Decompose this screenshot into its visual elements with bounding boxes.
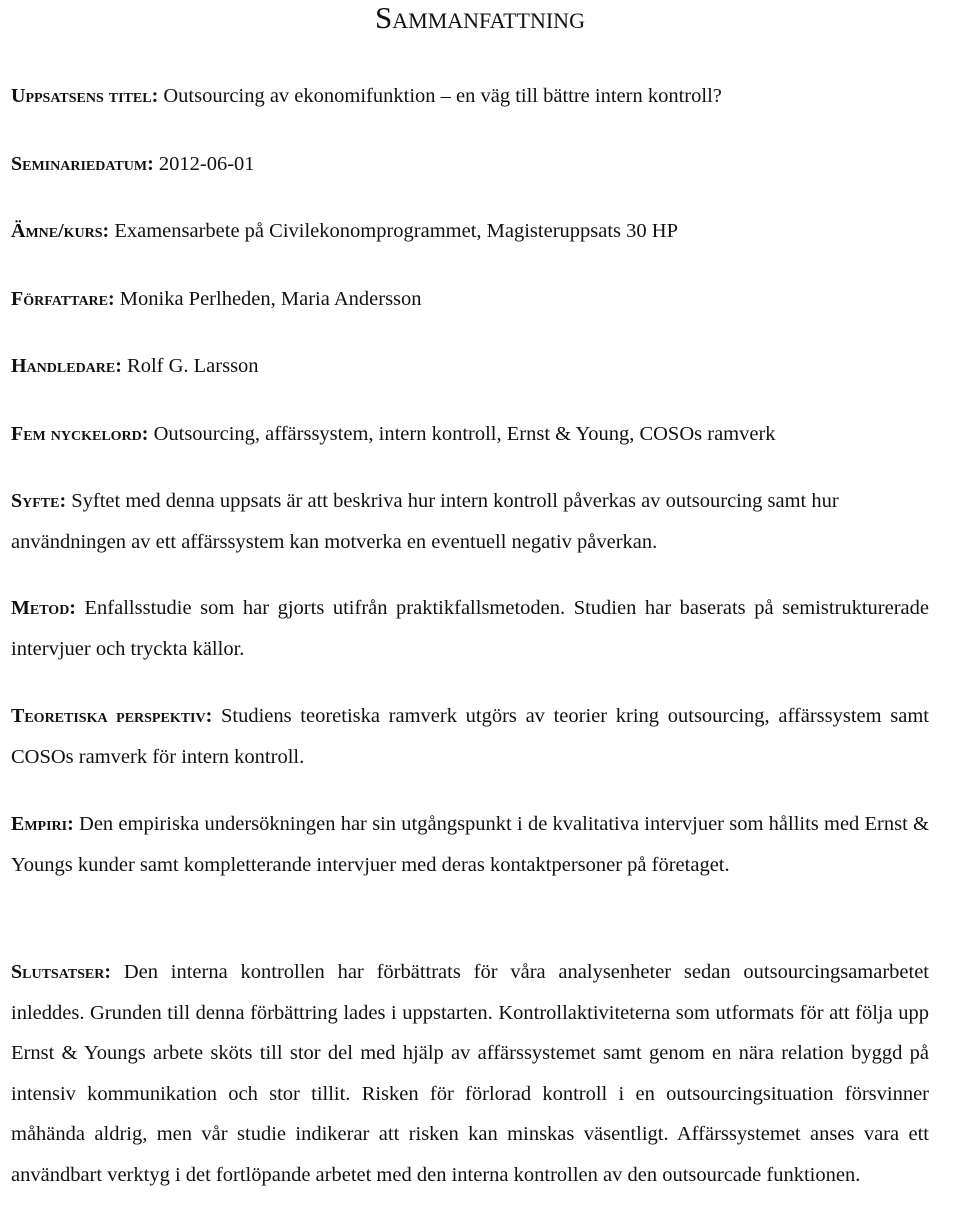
field-label: Uppsatsens titel: xyxy=(11,85,159,107)
field-empiri xyxy=(11,804,929,885)
field-value: Rolf G. Larsson xyxy=(127,355,259,377)
page-title: Sammanfattning xyxy=(375,0,585,35)
field-uppsatsens-titel xyxy=(11,76,929,117)
field-label: Författare: xyxy=(11,288,115,310)
field-value: Enfallsstudie som har gjorts utifrån praktikfallsmetoden. Studien har baserats på semistrukturerade intervjuer och tryckta källor. xyxy=(11,597,929,660)
field-handledare xyxy=(11,346,929,387)
field-fem-nyckelord xyxy=(11,414,929,455)
field-label: Slutsatser: xyxy=(11,961,111,983)
field-label: Empiri: xyxy=(11,813,74,835)
field-label: Syfte: xyxy=(11,490,67,512)
field-value: Outsourcing, affärssystem, intern kontroll, Ernst & Young, COSOs ramverk xyxy=(153,423,776,445)
field-value: 2012-06-01 xyxy=(158,153,255,175)
field-slutsatser xyxy=(11,952,929,1195)
field-value: Outsourcing av ekonomifunktion – en väg till bättre intern kontroll? xyxy=(163,85,722,107)
field-forfattare xyxy=(11,279,929,320)
field-label: Seminariedatum: xyxy=(11,153,154,175)
field-label: Teoretiska perspektiv: xyxy=(11,705,213,727)
field-label: Metod: xyxy=(11,597,76,619)
field-value: Den empiriska undersökningen har sin utgångspunkt i de kvalitativa intervjuer som hållits med Ernst & Youngs kunder samt kompletterande intervjuer med deras kontaktpersoner på företaget. xyxy=(11,813,930,876)
field-value: Syftet med denna uppsats är att beskriva hur intern kontroll påverkas av outsourcing samt hur användningen av ett affärssystem kan motverka en eventuell negativ påverkan. xyxy=(11,490,839,553)
field-label: Ämne/kurs: xyxy=(11,220,110,242)
field-label: Handledare: xyxy=(11,355,122,377)
field-teoretiska-perspektiv xyxy=(11,696,929,777)
field-value: Studiens teoretiska ramverk utgörs av teorier kring outsourcing, affärssystem samt COSOs ramverk för intern kontroll. xyxy=(11,705,929,768)
field-seminariedatum xyxy=(11,144,929,185)
field-value: Examensarbete på Civilekonomprogrammet, Magisteruppsats 30 HP xyxy=(114,220,678,242)
field-value: Den interna kontrollen har förbättrats för våra analysenheter sedan outsourcingsamarbetet inleddes. Grunden till denna förbättring lades i uppstarten. Kontrollaktiviteterna som utformats för att följa upp Ernst & Youngs arbete sköts till stor del med hjälp av affärssystemet samt genom en nära relation byggd på intensiv kommunikation och stor tillit. Risken för förlorad kontroll i en outsourcingsituation försvinner måhända aldrig, men vår studie indikerar att risken kan minskas väsentligt. Affärssystemet anses vara ett användbart verktyg i det fortlöpande arbetet med den interna kontrollen av den outsourcade funktionen. xyxy=(11,961,929,1186)
field-value: Monika Perlheden, Maria Andersson xyxy=(119,288,422,310)
field-amne-kurs xyxy=(11,211,929,252)
field-syfte xyxy=(11,481,929,562)
field-metod xyxy=(11,588,929,669)
field-label: Fem nyckelord: xyxy=(11,423,149,445)
